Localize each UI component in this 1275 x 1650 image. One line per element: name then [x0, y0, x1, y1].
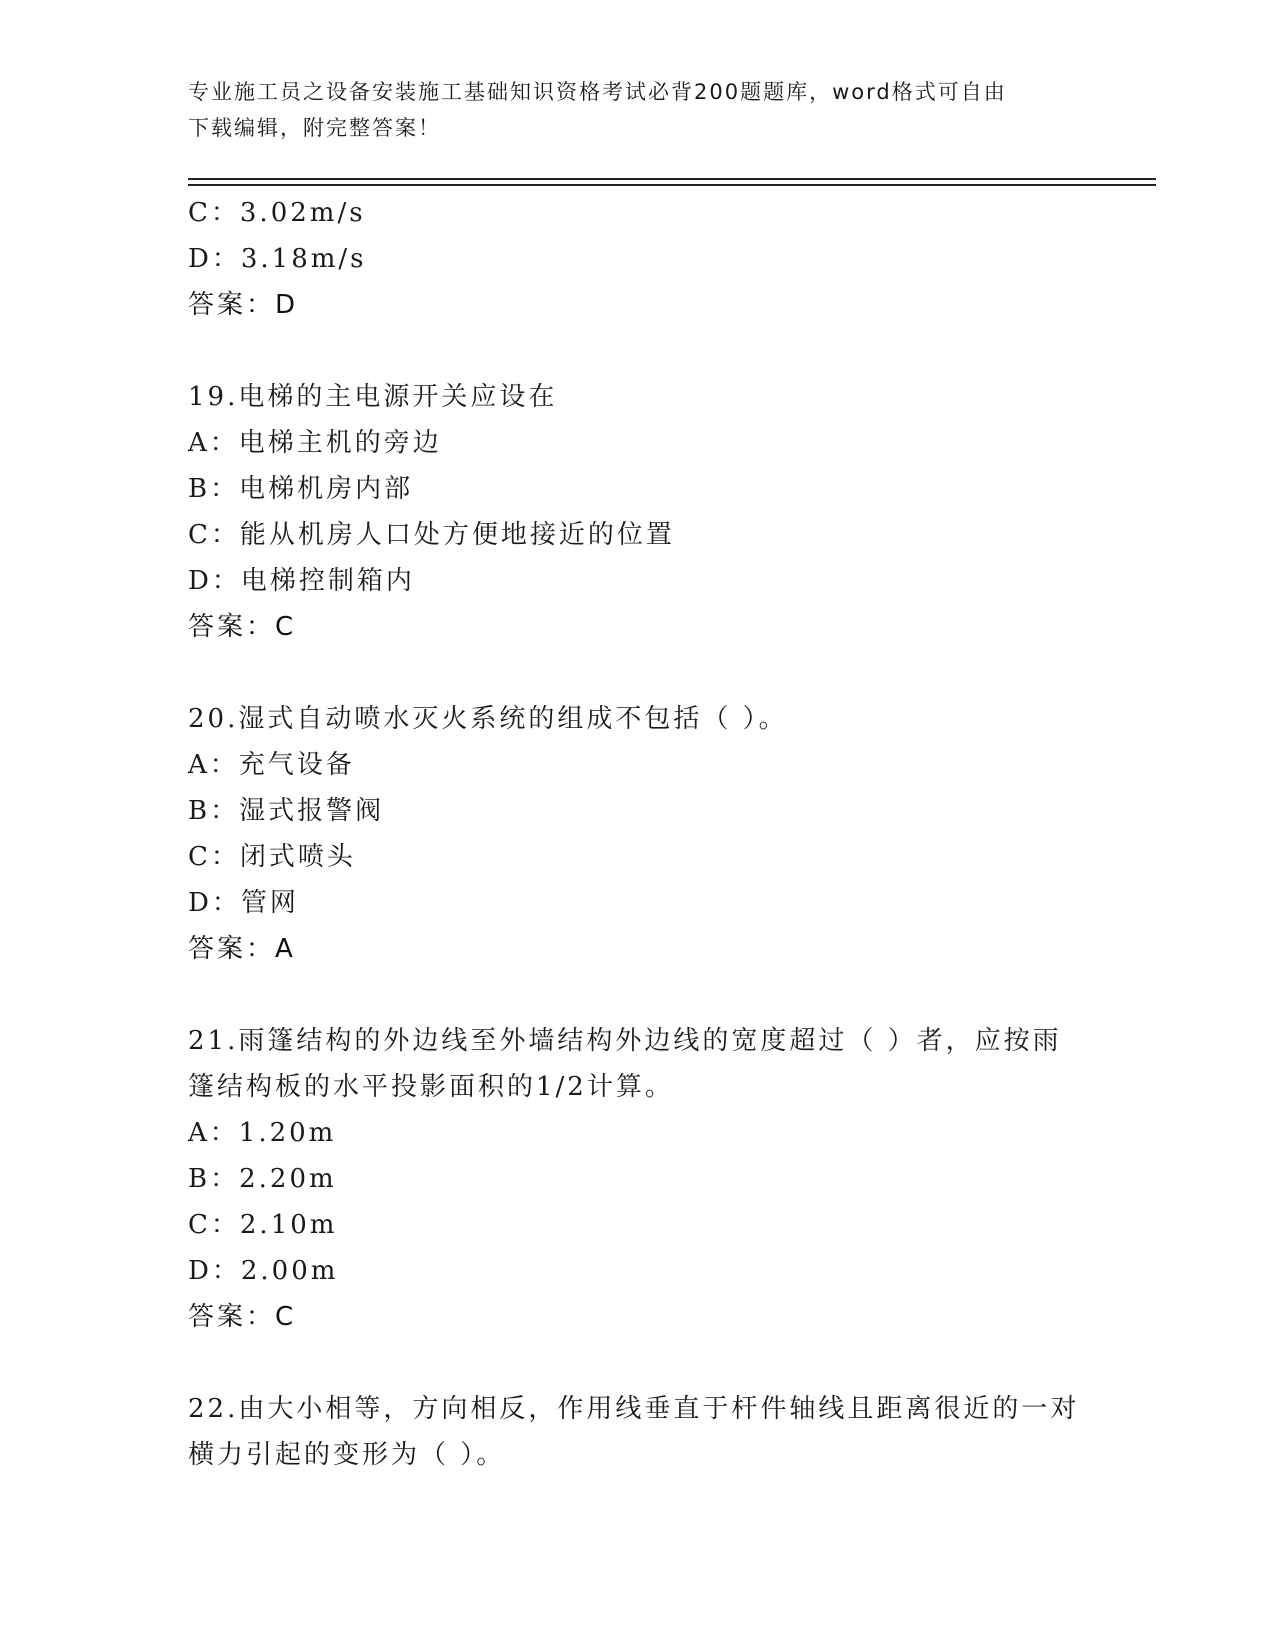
question-stem: 20.湿式自动喷水灭火系统的组成不包括（ ）。: [188, 704, 788, 734]
question-18-tail: [188, 190, 1088, 328]
option-d: D：3.18m/s: [188, 244, 367, 274]
option-c: C：闭式喷头: [188, 842, 356, 872]
document-header: [188, 74, 1088, 146]
option-b: B：电梯机房内部: [188, 474, 414, 504]
question-stem-line-1: 21.雨篷结构的外边线至外墙结构外边线的宽度超过（ ）者，应按雨: [188, 1026, 1062, 1056]
question-19: [188, 374, 1088, 650]
answer: 答案：C: [188, 612, 297, 642]
answer: 答案：D: [188, 290, 299, 320]
header-line-1: 专业施工员之设备安装施工基础知识资格考试必背200题题库，word格式可自由: [188, 80, 1007, 104]
question-stem: 19.电梯的主电源开关应设在: [188, 382, 558, 412]
question-21: [188, 1018, 1088, 1340]
option-b: B：湿式报警阀: [188, 796, 385, 826]
option-c: C：能从机房人口处方便地接近的位置: [188, 520, 675, 550]
option-d: D：2.00m: [188, 1256, 339, 1286]
header-line-2: 下载编辑，附完整答案！: [188, 116, 441, 140]
question-stem-line-1: 22.由大小相等，方向相反，作用线垂直于杆件轴线且距离很近的一对: [188, 1394, 1080, 1424]
question-stem-line-2: 横力引起的变形为（ ）。: [188, 1440, 506, 1470]
question-22: [188, 1386, 1088, 1478]
option-d: D：电梯控制箱内: [188, 566, 415, 596]
question-stem-line-2: 篷结构板的水平投影面积的1/2计算。: [188, 1072, 674, 1102]
option-c: C：3.02m/s: [188, 198, 366, 228]
header-divider-bottom: [188, 184, 1156, 186]
header-divider-top: [188, 178, 1156, 180]
option-c: C：2.10m: [188, 1210, 338, 1240]
option-a: A：充气设备: [188, 750, 355, 780]
option-b: B：2.20m: [188, 1164, 337, 1194]
answer: 答案：C: [188, 1302, 297, 1332]
option-a: A：1.20m: [188, 1118, 337, 1148]
option-d: D：管网: [188, 888, 299, 918]
question-list: [188, 190, 1088, 1478]
question-20: [188, 696, 1088, 972]
answer: 答案：A: [188, 934, 296, 964]
option-a: A：电梯主机的旁边: [188, 428, 442, 458]
